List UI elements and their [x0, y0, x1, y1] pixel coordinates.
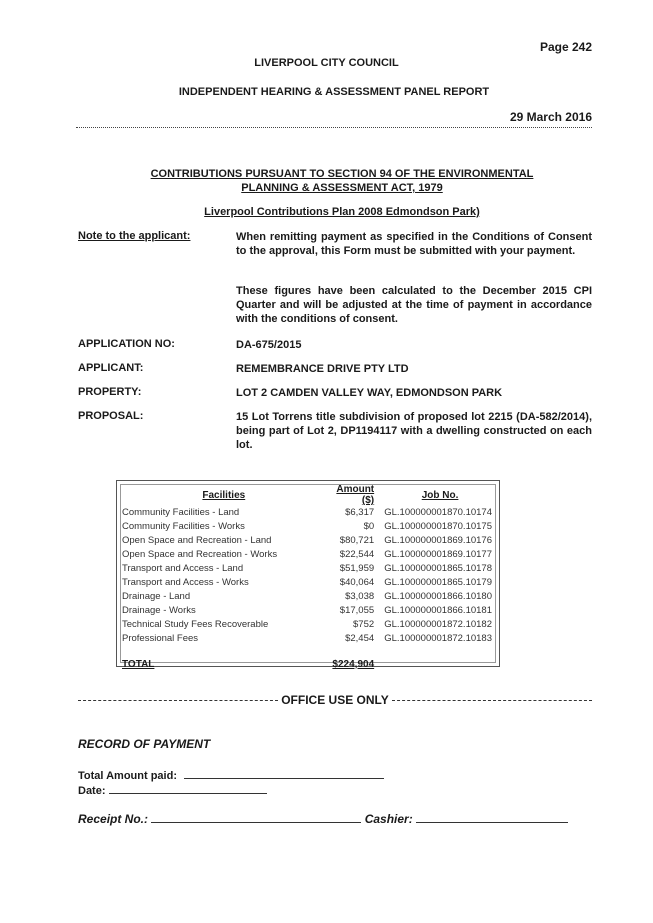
- council-name: LIVERPOOL CITY COUNCIL: [254, 57, 399, 69]
- note-paragraph-2: These figures have been calculated to the December 2015 CPI Quarter and will be adjusted at the time of payment in accordance with the conditions of consent.: [236, 285, 592, 325]
- amount-cell: $6,317: [345, 507, 375, 518]
- total-value-cell: [326, 658, 375, 672]
- record-of-payment-title: RECORD OF PAYMENT: [78, 737, 211, 751]
- note-label: Note to the applicant:: [78, 230, 191, 242]
- total-paid-field[interactable]: [184, 766, 384, 779]
- proposal-label: PROPOSAL:: [78, 410, 144, 422]
- facility-cell: Community Facilities - Land: [122, 507, 240, 518]
- facility-cell: Technical Study Fees Recoverable: [122, 619, 269, 630]
- office-use-divider: [78, 693, 592, 709]
- job-no-cell: GL.100000001865.10179: [384, 577, 492, 588]
- job-no-cell: GL.100000001869.10176: [384, 535, 492, 546]
- amount-cell: $0: [363, 521, 375, 532]
- table-row: [122, 506, 492, 520]
- cashier-field[interactable]: [416, 810, 568, 823]
- facility-cell: Open Space and Recreation - Land: [122, 535, 272, 546]
- header-amount: [326, 484, 375, 506]
- contributions-plan: Liverpool Contributions Plan 2008 Edmondson Park): [204, 206, 480, 218]
- contributions-title-line2: PLANNING & ASSESSMENT ACT, 1979: [241, 182, 443, 194]
- job-no-cell: GL.100000001869.10177: [384, 549, 492, 560]
- application-label: APPLICATION NO:: [78, 338, 175, 350]
- contributions-title-line1: CONTRIBUTIONS PURSUANT TO SECTION 94 OF THE ENVIRONMENTAL: [150, 168, 534, 180]
- office-use-label: OFFICE USE ONLY: [281, 693, 389, 707]
- fees-table: [122, 484, 492, 672]
- table-row: [122, 604, 492, 618]
- fees-table-header: [122, 484, 492, 506]
- header-amount-text: Amount ($): [336, 484, 375, 506]
- amount-cell: $2,454: [345, 633, 375, 644]
- amount-cell: $40,064: [339, 577, 375, 588]
- amount-cell: $51,959: [339, 563, 375, 574]
- property-label: PROPERTY:: [78, 386, 142, 398]
- receipt-row: [78, 810, 568, 826]
- table-row: [122, 590, 492, 604]
- proposal-value: 15 Lot Torrens title subdivision of proposed lot 2215 (DA-582/2014), being part of Lot 2, DP1194117 with a dwelling constructed on each lot.: [236, 411, 592, 451]
- facility-cell: Community Facilities - Works: [122, 521, 245, 532]
- total-paid-label: Total Amount paid:: [78, 770, 177, 782]
- total-label: TOTAL: [122, 659, 155, 670]
- applicant-label: APPLICANT:: [78, 362, 144, 374]
- report-title: INDEPENDENT HEARING & ASSESSMENT PANEL REPORT: [178, 86, 490, 98]
- receipt-field[interactable]: [151, 810, 361, 823]
- facility-cell: Transport and Access - Works: [122, 577, 249, 588]
- total-label-cell: [122, 658, 326, 672]
- amount-cell: $22,544: [339, 549, 375, 560]
- amount-cell: $17,055: [339, 605, 375, 616]
- header-job-no-text: Job No.: [421, 489, 459, 501]
- job-no-cell: GL.100000001872.10182: [384, 619, 492, 630]
- header-divider: [76, 127, 592, 128]
- table-row: [122, 632, 492, 646]
- facility-cell: Drainage - Works: [122, 605, 196, 616]
- applicant-value: REMEMBRANCE DRIVE PTY LTD: [236, 363, 409, 375]
- facility-cell: Professional Fees: [122, 633, 199, 644]
- table-row: [122, 576, 492, 590]
- amount-cell: $3,038: [345, 591, 375, 602]
- total-value: $224,904: [332, 659, 375, 670]
- header-facilities-text: Facilities: [202, 489, 246, 501]
- table-row: [122, 520, 492, 534]
- total-row: [122, 658, 492, 672]
- facility-cell: Drainage - Land: [122, 591, 191, 602]
- note-paragraph-1: When remitting payment as specified in the Conditions of Consent to the approval, this Form must be submitted with your payment.: [236, 231, 592, 257]
- header-job-no: [374, 484, 492, 506]
- property-value: LOT 2 CAMDEN VALLEY WAY, EDMONDSON PARK: [236, 387, 503, 399]
- job-no-cell: GL.100000001872.10183: [384, 633, 492, 644]
- facility-cell: Transport and Access - Land: [122, 563, 244, 574]
- report-date: 29 March 2016: [509, 110, 592, 124]
- office-divider-left-rule: [78, 700, 278, 701]
- total-paid-row: [78, 766, 384, 782]
- job-no-cell: GL.100000001870.10174: [384, 507, 492, 518]
- spacer-cell: [122, 646, 492, 658]
- application-value: DA-675/2015: [236, 339, 302, 351]
- cashier-label: Cashier:: [364, 812, 413, 826]
- receipt-label: Receipt No.:: [78, 812, 149, 826]
- amount-cell: $752: [353, 619, 375, 630]
- total-empty-cell: [374, 658, 492, 672]
- table-row: [122, 548, 492, 562]
- spacer-row: [122, 646, 492, 658]
- date-label: Date:: [78, 785, 106, 797]
- table-row: [122, 562, 492, 576]
- job-no-cell: GL.100000001866.10181: [384, 605, 492, 616]
- amount-cell: $80,721: [339, 535, 375, 546]
- page-number: Page 242: [539, 40, 592, 54]
- table-row: [122, 534, 492, 548]
- job-no-cell: GL.100000001865.10178: [384, 563, 492, 574]
- job-no-cell: GL.100000001870.10175: [384, 521, 492, 532]
- job-no-cell: GL.100000001866.10180: [384, 591, 492, 602]
- facility-cell: Open Space and Recreation - Works: [122, 549, 278, 560]
- header-facilities: [122, 484, 326, 506]
- date-field[interactable]: [109, 781, 267, 794]
- table-row: [122, 618, 492, 632]
- date-row: [78, 781, 267, 797]
- office-divider-right-rule: [392, 700, 592, 701]
